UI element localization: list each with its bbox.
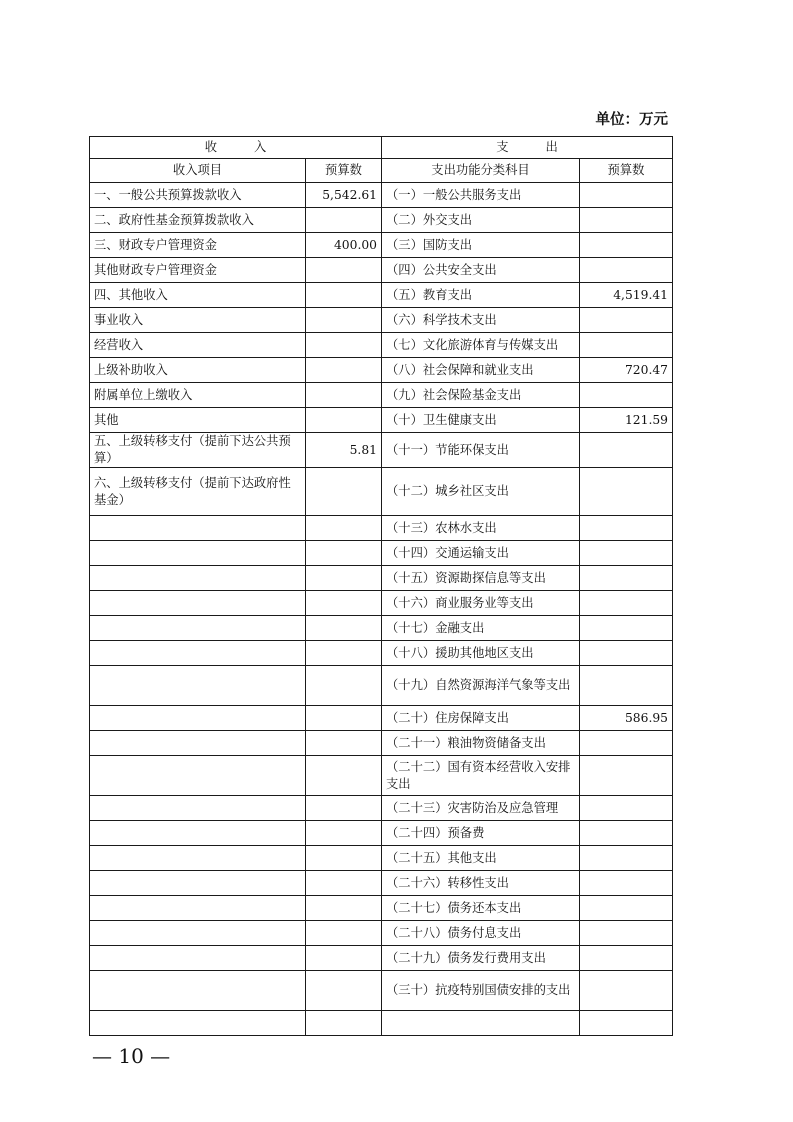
income-amount-cell (306, 796, 382, 821)
table-row (90, 516, 673, 541)
income-amount-cell (306, 383, 382, 408)
expense-item-cell: （二十五）其他支出 (382, 846, 580, 871)
expense-amount-cell (580, 233, 673, 258)
expense-amount-cell: 586.95 (580, 706, 673, 731)
expense-item-cell: （二十一）粮油物资储备支出 (382, 731, 580, 756)
income-item-cell (90, 946, 306, 971)
table-row (90, 208, 673, 233)
expense-amount-cell (580, 541, 673, 566)
expense-item-cell: （十七）金融支出 (382, 616, 580, 641)
table-row (90, 468, 673, 516)
expense-amount-cell (580, 796, 673, 821)
expense-item-cell: （二十七）债务还本支出 (382, 896, 580, 921)
table-row (90, 821, 673, 846)
income-item-cell (90, 566, 306, 591)
table-row (90, 641, 673, 666)
table-row (90, 921, 673, 946)
table-row (90, 796, 673, 821)
expense-amount-cell: 4,519.41 (580, 283, 673, 308)
income-item-cell (90, 641, 306, 666)
expense-amount-cell (580, 871, 673, 896)
expense-amount-cell: 121.59 (580, 408, 673, 433)
expense-item-cell: （二）外交支出 (382, 208, 580, 233)
expense-section-header: 支 出 (382, 137, 673, 159)
expense-item-cell: （十二）城乡社区支出 (382, 468, 580, 516)
income-item-cell (90, 871, 306, 896)
expense-item-cell: （十五）资源勘探信息等支出 (382, 566, 580, 591)
income-amount-cell (306, 208, 382, 233)
income-amount-cell (306, 896, 382, 921)
income-amount-cell (306, 566, 382, 591)
expense-item-cell: （二十八）债务付息支出 (382, 921, 580, 946)
table-row (90, 971, 673, 1011)
income-item-cell (90, 896, 306, 921)
income-section-header: 收 入 (90, 137, 382, 159)
income-item-cell: 附属单位上缴收入 (90, 383, 306, 408)
expense-amount-cell (580, 666, 673, 706)
expense-item-cell: （二十三）灾害防治及应急管理 (382, 796, 580, 821)
table-row (90, 566, 673, 591)
expense-item-cell: （十三）农林水支出 (382, 516, 580, 541)
income-amount-cell: 5.81 (306, 433, 382, 468)
income-amount-cell (306, 666, 382, 706)
income-amount-cell (306, 333, 382, 358)
expense-amount-cell (580, 1011, 673, 1036)
table-row (90, 731, 673, 756)
table-row (90, 946, 673, 971)
expense-amount-cell (580, 731, 673, 756)
income-amount-cell (306, 971, 382, 1011)
table-row (90, 358, 673, 383)
income-item-cell: 二、政府性基金预算拨款收入 (90, 208, 306, 233)
expense-amount-cell (580, 971, 673, 1011)
expense-amount-cell (580, 846, 673, 871)
expense-amount-cell (580, 921, 673, 946)
expense-amount-cell (580, 333, 673, 358)
income-amount-cell (306, 756, 382, 796)
income-amount-cell (306, 308, 382, 333)
expense-item-cell: （十六）商业服务业等支出 (382, 591, 580, 616)
expense-item-header: 支出功能分类科目 (382, 159, 580, 183)
table-row (90, 183, 673, 208)
expense-item-cell: （一）一般公共服务支出 (382, 183, 580, 208)
table-row (90, 706, 673, 731)
income-amount-header: 预算数 (306, 159, 382, 183)
income-item-cell: 事业收入 (90, 308, 306, 333)
income-amount-cell (306, 641, 382, 666)
expense-item-cell: （二十四）预备费 (382, 821, 580, 846)
income-amount-cell (306, 706, 382, 731)
expense-amount-cell: 720.47 (580, 358, 673, 383)
expense-amount-cell (580, 896, 673, 921)
budget-table (89, 136, 673, 1036)
expense-amount-cell (580, 308, 673, 333)
income-item-cell (90, 516, 306, 541)
income-item-cell: 一、一般公共预算拨款收入 (90, 183, 306, 208)
income-item-cell: 四、其他收入 (90, 283, 306, 308)
table-row (90, 283, 673, 308)
expense-item-cell: （二十二）国有资本经营收入安排支出 (382, 756, 580, 796)
expense-amount-cell (580, 821, 673, 846)
header-row-sections (90, 137, 673, 159)
income-amount-cell (306, 283, 382, 308)
expense-item-cell: （十九）自然资源海洋气象等支出 (382, 666, 580, 706)
income-item-cell: 经营收入 (90, 333, 306, 358)
income-amount-cell: 5,542.61 (306, 183, 382, 208)
table-row (90, 408, 673, 433)
expense-item-cell: （二十六）转移性支出 (382, 871, 580, 896)
income-item-cell: 其他财政专户管理资金 (90, 258, 306, 283)
header-row-columns (90, 159, 673, 183)
expense-item-cell: （三十）抗疫特别国债安排的支出 (382, 971, 580, 1011)
expense-amount-cell (580, 383, 673, 408)
income-amount-cell (306, 846, 382, 871)
income-amount-cell (306, 468, 382, 516)
expense-amount-cell (580, 468, 673, 516)
table-row (90, 616, 673, 641)
income-amount-cell (306, 516, 382, 541)
table-row (90, 666, 673, 706)
expense-amount-cell (580, 258, 673, 283)
table-row (90, 541, 673, 566)
expense-amount-cell (580, 183, 673, 208)
income-item-cell (90, 821, 306, 846)
income-item-cell (90, 731, 306, 756)
expense-item-cell: （十八）援助其他地区支出 (382, 641, 580, 666)
expense-amount-cell (580, 641, 673, 666)
income-item-cell (90, 971, 306, 1011)
expense-item-cell: （二十九）债务发行费用支出 (382, 946, 580, 971)
table-row (90, 383, 673, 408)
unit-label: 单位：万元 (595, 112, 668, 128)
expense-amount-cell (580, 433, 673, 468)
income-amount-cell (306, 946, 382, 971)
expense-item-cell (382, 1011, 580, 1036)
income-amount-cell (306, 408, 382, 433)
expense-amount-cell (580, 516, 673, 541)
expense-item-cell: （十一）节能环保支出 (382, 433, 580, 468)
table-row (90, 1011, 673, 1036)
budget-table-body (90, 137, 673, 1036)
expense-item-cell: （十四）交通运输支出 (382, 541, 580, 566)
table-row (90, 846, 673, 871)
table-row (90, 871, 673, 896)
income-item-cell: 六、上级转移支付（提前下达政府性基金） (90, 468, 306, 516)
table-row (90, 591, 673, 616)
income-amount-cell (306, 1011, 382, 1036)
income-item-cell: 上级补助收入 (90, 358, 306, 383)
expense-amount-cell (580, 208, 673, 233)
table-row (90, 258, 673, 283)
income-item-cell (90, 846, 306, 871)
expense-amount-cell (580, 756, 673, 796)
income-item-cell (90, 666, 306, 706)
expense-amount-cell (580, 946, 673, 971)
income-item-cell (90, 1011, 306, 1036)
table-row (90, 756, 673, 796)
income-item-cell (90, 921, 306, 946)
income-item-cell (90, 591, 306, 616)
expense-item-cell: （三）国防支出 (382, 233, 580, 258)
income-amount-cell (306, 616, 382, 641)
income-amount-cell (306, 541, 382, 566)
expense-item-cell: （八）社会保障和就业支出 (382, 358, 580, 383)
expense-item-cell: （九）社会保险基金支出 (382, 383, 580, 408)
income-amount-cell: 400.00 (306, 233, 382, 258)
expense-amount-cell (580, 591, 673, 616)
income-amount-cell (306, 731, 382, 756)
income-item-cell (90, 756, 306, 796)
expense-item-cell: （六）科学技术支出 (382, 308, 580, 333)
expense-item-cell: （五）教育支出 (382, 283, 580, 308)
expense-item-cell: （四）公共安全支出 (382, 258, 580, 283)
expense-amount-cell (580, 616, 673, 641)
income-item-cell (90, 541, 306, 566)
table-row (90, 896, 673, 921)
page-number: — 10 — (92, 1044, 171, 1068)
income-amount-cell (306, 921, 382, 946)
table-row (90, 333, 673, 358)
income-item-header: 收入项目 (90, 159, 306, 183)
expense-amount-cell (580, 566, 673, 591)
income-amount-cell (306, 871, 382, 896)
income-amount-cell (306, 591, 382, 616)
expense-item-cell: （七）文化旅游体育与传媒支出 (382, 333, 580, 358)
expense-amount-header: 预算数 (580, 159, 673, 183)
income-item-cell (90, 616, 306, 641)
table-row (90, 233, 673, 258)
income-item-cell (90, 706, 306, 731)
expense-item-cell: （二十）住房保障支出 (382, 706, 580, 731)
income-amount-cell (306, 821, 382, 846)
income-item-cell: 其他 (90, 408, 306, 433)
income-amount-cell (306, 258, 382, 283)
expense-item-cell: （十）卫生健康支出 (382, 408, 580, 433)
income-amount-cell (306, 358, 382, 383)
income-item-cell (90, 796, 306, 821)
income-item-cell: 三、财政专户管理资金 (90, 233, 306, 258)
table-row (90, 433, 673, 468)
table-row (90, 308, 673, 333)
income-item-cell: 五、上级转移支付（提前下达公共预算） (90, 433, 306, 468)
